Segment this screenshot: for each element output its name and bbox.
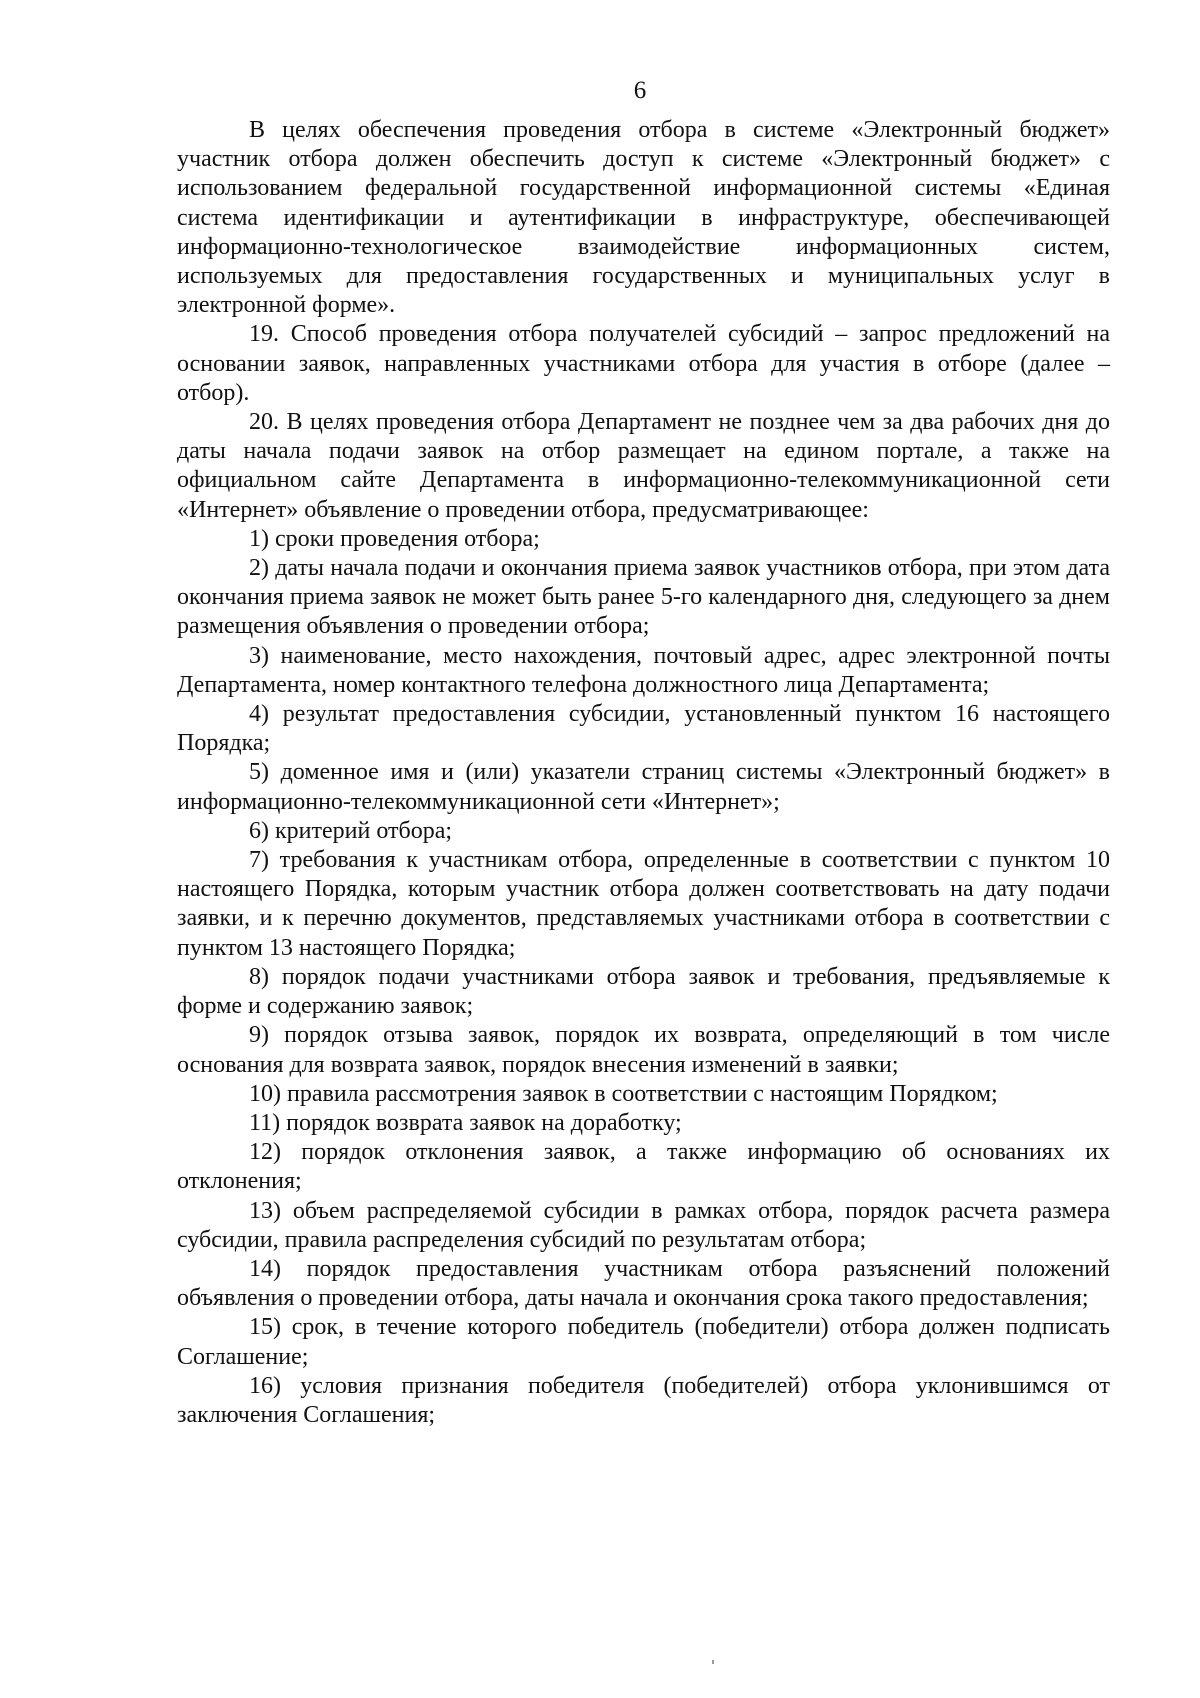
list-item-14: 14) порядок предоставления участникам отбора разъяснений положений объявления о проведении отбора, даты начала и окончания срока такого предоставления; [177,1255,1110,1312]
list-item-3: 3) наименование, место нахождения, почтовый адрес, адрес электронной почты Департамента, номер контактного телефона должностного лица Департамента; [177,642,1110,698]
list-item-13: 13) объем распределяемой субсидии в рамках отбора, порядок расчета размера субсидии, правила распределения субсидий по результатам отбора; [177,1197,1110,1253]
paragraph-20-announcement: 20. В целях проведения отбора Департамент не позднее чем за два рабочих дня до даты начала подачи заявок на отбор размещает на едином портале, а также на официальном сайте Департамента в информационно-телекоммуникационной сети «Интернет» объявление о проведении отбора, предусматривающее: [177,409,1110,523]
list-item-15: 15) срок, в течение которого победитель (победители) отбора должен подписать Соглашение; [177,1314,1110,1370]
list-item-7: 7) требования к участникам отбора, определенные в соответствии с пунктом 10 настоящего Порядка, которым участник отбора должен соответствовать на дату подачи заявки, и к перечню документов, представляемых участниками отбора в соответствии с пунктом 13 настоящего Порядка; [177,847,1110,961]
paragraph-electronic-budget-access: В целях обеспечения проведения отбора в системе «Электронный бюджет» участник отбора должен обеспечить доступ к системе «Электронный бюджет» с использованием федеральной государственной информационной системы «Единая система идентификации и аутентификации в инфраструктуре, обеспечивающей информационно-технологическое взаимодействие информационных систем, используемых для предоставления государственных и муниципальных услуг в электронной форме». [177,117,1110,319]
list-item-6: 6) критерий отбора; [249,817,453,844]
list-item-11: 11) порядок возврата заявок на доработку; [249,1109,682,1136]
list-item-16: 16) условия признания победителя (победителей) отбора уклонившимся от заключения Соглашения; [177,1372,1110,1428]
list-item-9: 9) порядок отзыва заявок, порядок их возврата, определяющий в том числе основания для возврата заявок, порядок внесения изменений в заявки; [177,1022,1110,1078]
scan-artifact [712,1660,714,1664]
list-item-2: 2) даты начала подачи и окончания приема заявок участников отбора, при этом дата окончания приема заявок не может быть ранее 5-го календарного дня, следующего за днем размещения объявления о проведении отбора; [177,555,1110,640]
paragraph-19-selection-method: 19. Способ проведения отбора получателей субсидий – запрос предложений на основании заявок, направленных участниками отбора для участия в отборе (далее – отбор). [177,321,1110,406]
list-item-12: 12) порядок отклонения заявок, а также информацию об основаниях их отклонения; [177,1139,1110,1195]
document-body [177,116,1110,1430]
list-item-1: 1) сроки проведения отбора; [249,525,540,552]
list-item-4: 4) результат предоставления субсидии, установленный пунктом 16 настоящего Порядка; [177,701,1110,757]
list-item-5: 5) доменное имя и (или) указатели страниц системы «Электронный бюджет» в информационно-телекоммуникационной сети «Интернет»; [177,759,1110,815]
list-item-10: 10) правила рассмотрения заявок в соответствии с настоящим Порядком; [249,1080,998,1107]
list-item-8: 8) порядок подачи участниками отбора заявок и требования, предъявляемые к форме и содержанию заявок; [177,963,1110,1020]
page-number: 6 [633,77,647,104]
